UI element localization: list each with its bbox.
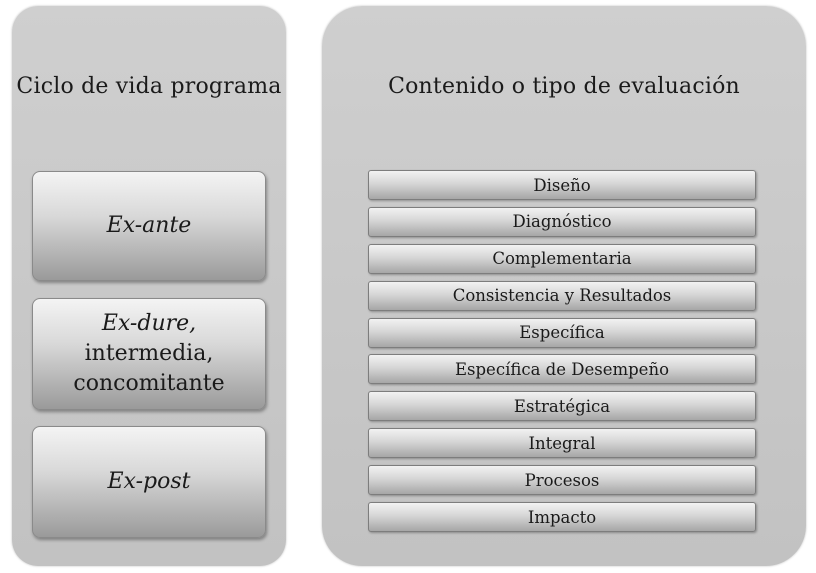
evaluation-type-panel <box>322 6 806 566</box>
type-item-integral: Integral <box>368 428 756 458</box>
type-item-diseno: Diseño <box>368 170 756 200</box>
phase-ex-post-label: Ex-post <box>107 469 191 495</box>
type-item-especifica: Específica <box>368 318 756 348</box>
phase-ex-ante-label: Ex-ante <box>106 213 192 239</box>
lifecycle-panel <box>12 6 286 566</box>
phase-ex-dure <box>32 298 266 410</box>
lifecycle-title: Ciclo de vida programa <box>16 74 282 99</box>
evaluation-type-list <box>368 170 756 539</box>
type-item-especifica-desempeno: Específica de Desempeño <box>368 354 756 384</box>
phase-ex-dure-detail: intermedia, concomitante <box>73 341 225 396</box>
phase-ex-ante <box>32 171 266 281</box>
type-item-procesos: Procesos <box>368 465 756 495</box>
phase-ex-post <box>32 426 266 538</box>
type-item-complementaria: Complementaria <box>368 244 756 274</box>
type-item-diagnostico: Diagnóstico <box>368 207 756 237</box>
type-item-impacto: Impacto <box>368 502 756 532</box>
phase-ex-dure-label: Ex-dure, <box>101 311 197 337</box>
type-item-estrategica: Estratégica <box>368 391 756 421</box>
type-item-consistencia-resultados: Consistencia y Resultados <box>368 281 756 311</box>
evaluation-type-title: Contenido o tipo de evaluación <box>388 74 740 99</box>
